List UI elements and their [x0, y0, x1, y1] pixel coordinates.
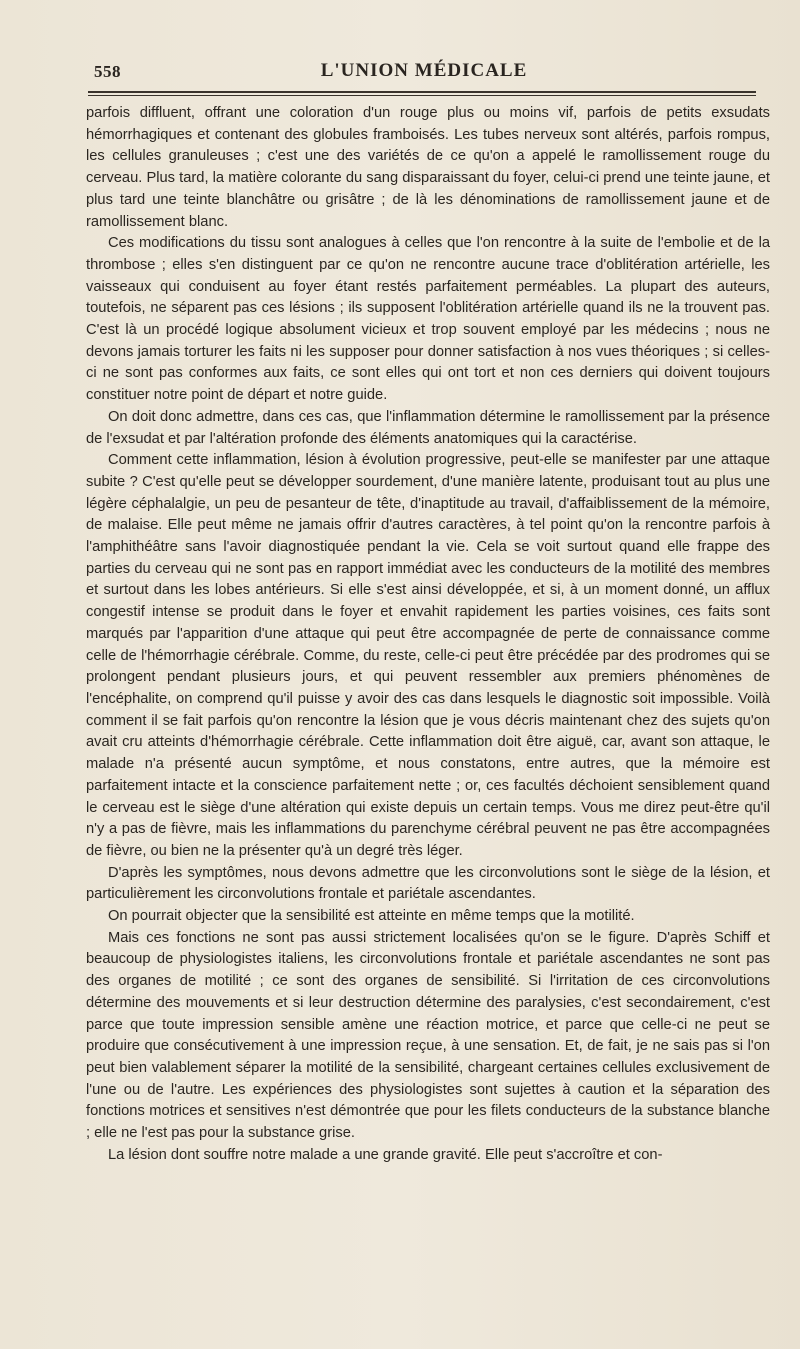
paragraph: Mais ces fonctions ne sont pas aussi strictement localisées qu'on se le figure. D'après Schiff et beaucoup de physiologistes italiens, les circonvolutions frontale et pariétale ascendantes ne sont pas des organes de motilité ; ce sont des organes de sensibilité. Si l'irritation de ces circonvolutions détermine des mouvements et si leur destruction détermine des paralysies, c'est secondairement, c'est parce que toute impression sensible amène une réaction motrice, et parce que celle-ci ne peut se produire que consécutivement à une impression reçue, à une sensation. Et, de fait, je ne sais pas si l'on peut bien valablement séparer la motilité de la sensibilité, chargeant certaines cellules exclusivement de l'une ou de l'autre. Les expériences des physiologistes sont sujettes à caution et la séparation des fonctions motrices et sensitives n'est démontrée que pour les filets conducteurs de la substance blanche ; elle ne l'est pas pour la substance grise. — [86, 929, 770, 1142]
paragraph: On pourrait objecter que la sensibilité est atteinte en même temps que la motilité. — [108, 908, 635, 925]
paragraph: Comment cette inflammation, lésion à évolution progressive, peut-elle se manifester par une attaque subite ? C'est qu'elle peut se développer sourdement, d'une manière latente, produisant tout au plus une légère céphalalgie, un peu de pesanteur de tête, d'inaptitude au travail, d'affaiblissement de la mémoire, de malaise. Elle peut même ne jamais offrir d'autres caractères, à tel point qu'on la rencontre parfois à l'amphithéâtre sans l'avoir diagnostiquée pendant la vie. Cela se voit surtout quand elle frappe des parties du cerveau qui ne sont pas en rapport immédiat avec les conducteurs de la motilité des membres et surtout dans les lobes antérieurs. Si elle s'est ainsi développée, et si, à un moment donné, un afflux congestif intense se produit dans le foyer et envahit rapidement les parties voisines, ces faits sont marqués par l'apparition d'une attaque qui peut être accompagnée de perte de connaissance comme celle de l'hémorrhagie cérébrale. Comme, du reste, celle-ci peut être précédée par des prodromes qui se prolongent pendant plusieurs jours, et qui peuvent ressembler aux premiers phénomènes de l'encéphalite, on comprend qu'il puisse y avoir des cas dans lesquels le diagnostic soit impossible. Voilà comment il se fait parfois qu'on rencontre la lésion que je vous décris maintenant chez des sujets qu'on avait cru atteints d'hémorrhagie cérébrale. Cette inflammation doit être aiguë, car, avant son attaque, le malade n'a présenté aucun symptôme, et nous constatons, entre autres, que la mémoire est parfaitement intacte et la conscience parfaitement nette ; or, ces facultés déchoient sensiblement quand le cerveau est le siège d'une altération qui existe depuis un certain temps. Vous me direz peut-être qu'il n'y a pas de fièvre, mais les inflammations du parenchyme cérébral peuvent ne pas être accompagnées de fièvre, ou bien ne la présenter qu'à un degré très léger. — [86, 452, 770, 859]
body-text — [86, 103, 770, 1166]
header-rule — [88, 91, 756, 93]
page-header — [82, 56, 766, 96]
paragraph: D'après les symptômes, nous devons admettre que les circonvolutions sont le siège de la lésion, et particulièrement les circonvolutions frontale et pariétale ascendantes. — [86, 864, 770, 903]
header-rule-thin — [88, 95, 756, 96]
paragraph: Ces modifications du tissu sont analogues à celles que l'on rencontre à la suite de l'embolie et de la thrombose ; elles s'en distinguent par ce qu'on ne rencontre aucune trace d'oblitération artérielle, les vaisseaux qui conduisent au foyer étant restés parfaitement perméables. La plupart des auteurs, toutefois, ne séparent pas ces lésions ; ils supposent l'oblitération artérielle quand ils ne la trouvent pas. C'est là un procédé logique absolument vicieux et trop souvent employé par les médecins ; nous ne devons jamais torturer les faits ni les supposer pour donner satisfaction à nos vues théoriques ; si celles-ci ne sont pas conformes aux faits, ce sont elles qui ont tort et non ces derniers qui doivent toujours constituer notre point de départ et notre guide. — [86, 235, 770, 404]
page-number: 558 — [94, 62, 121, 81]
running-title: L'UNION MÉDICALE — [320, 60, 528, 81]
paragraph: On doit donc admettre, dans ces cas, que l'inflammation détermine le ramollissement par la présence de l'exsudat et par l'altération profonde des éléments anatomiques qui la caractérise. — [86, 408, 770, 447]
paragraph: La lésion dont souffre notre malade a une grande gravité. Elle peut s'accroître et con- — [108, 1146, 663, 1163]
paragraph: parfois diffluent, offrant une coloration d'un rouge plus ou moins vif, parfois de petits exsudats hémorrhagiques et contenant des globules framboisés. Les tubes nerveux sont altérés, parfois rompus, les cellules granuleuses ; c'est une des variétés de ce qu'on a appelé le ramollissement rouge du cerveau. Plus tard, la matière colorante du sang disparaissant du foyer, celui-ci prend une teinte jaune, et plus tard une teinte blanchâtre ou grisâtre ; de là les dénominations de ramollissement jaune et de ramollissement blanc. — [86, 105, 770, 230]
